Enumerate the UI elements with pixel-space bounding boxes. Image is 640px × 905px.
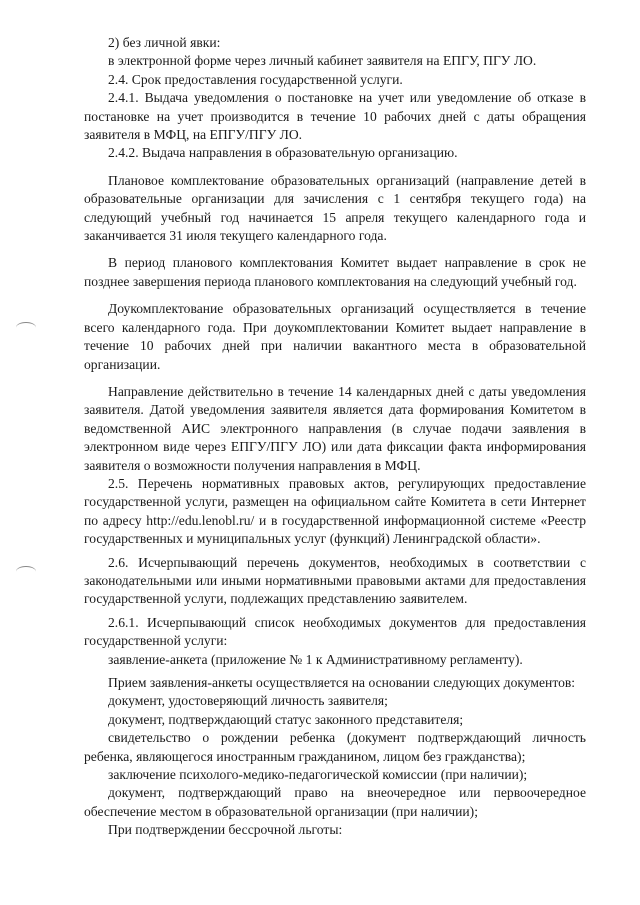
list-item: документ, подтверждающий право на внеочередное или первоочередное обеспечение местом в образовательной организации (при наличии); [84,785,586,819]
paragraph: Прием заявления-анкеты осуществляется на основании следующих документов: [108,675,576,690]
list-item: заявление-анкета (приложение № 1 к Административному регламенту). [108,651,523,667]
page-edge-mark [16,322,36,333]
paragraph: При подтверждении бессрочной льготы: [108,822,343,838]
paragraph: Направление действительно в течение 14 календарных дней с даты уведомления заявителя. Датой уведомления заявителя является дата формирования Комитетом в ведомственной АИС электронного направления (в случае подачи заявления в электронном виде через ЕПГУ/ПГУ ЛО) или дата фиксации факта информирования заявителя о возможности получения направления в МФЦ. [84,383,586,473]
list-item: документ, удостоверяющий личность заявителя; [108,693,388,709]
list-item: документ, подтверждающий статус законного представителя; [108,711,464,727]
section-heading: 2.6. Исчерпывающий перечень документов, необходимых в соответствии с законодательными или иными нормативными правовыми актами для предоставления государственной услуги, подлежащих представлению заявителем. [84,554,586,607]
list-item: заключение психолого-медико-педагогической комиссии (при наличии); [108,767,528,783]
paragraph: в электронной форме через личный кабинет заявителя на ЕПГУ, ПГУ ЛО. [108,53,537,69]
list-item: свидетельство о рождении ребенка (документ подтверждающий личность ребенка, являющегося иностранным гражданином, лицом без гражданства); [84,730,586,764]
paragraph: Плановое комплектование образовательных организаций (направление детей в образовательные организации для зачисления с 1 сентября текущего года) на следующий учебный год начинается 15 апреля текущего календарного года и заканчивается 31 июля текущего календарного года. [84,172,586,244]
paragraph: В период планового комплектования Комитет выдает направление в срок не позднее завершения периода планового комплектования на следующий учебный год. [84,255,586,289]
section-heading: 2.4. Срок предоставления государственной услуги. [108,71,403,87]
paragraph: 2.6.1. Исчерпывающий список необходимых документов для предоставления государственной услуги: [84,614,586,649]
section-heading: 2.5. Перечень нормативных правовых актов, регулирующих предоставление государственной услуги, размещен на официальном сайте Комитета в сети Интернет по адресу http://edu.lenobl.ru/ и в государственной информационной системе «Реестр государственных и муниципальных услуг (функций) Ленинградской области». [84,475,586,547]
page-edge-mark [16,566,36,577]
paragraph: Доукомплектование образовательных организаций осуществляется в течение всего календарного года. При доукомплектовании Комитет выдает направление в течение 10 рабочих дней при наличии вакантного места в образовательной организации. [84,301,586,372]
paragraph: 2.4.2. Выдача направления в образовательную организацию. [108,145,458,161]
paragraph: 2) без личной явки: [108,35,221,50]
paragraph: 2.4.1. Выдача уведомления о постановке на учет или уведомление об отказе в постановке на учет производится в течение 10 рабочих дней с даты обращения заявителя в МФЦ, на ЕПГУ/ПГУ ЛО. [84,90,586,143]
document-body [84,34,586,840]
